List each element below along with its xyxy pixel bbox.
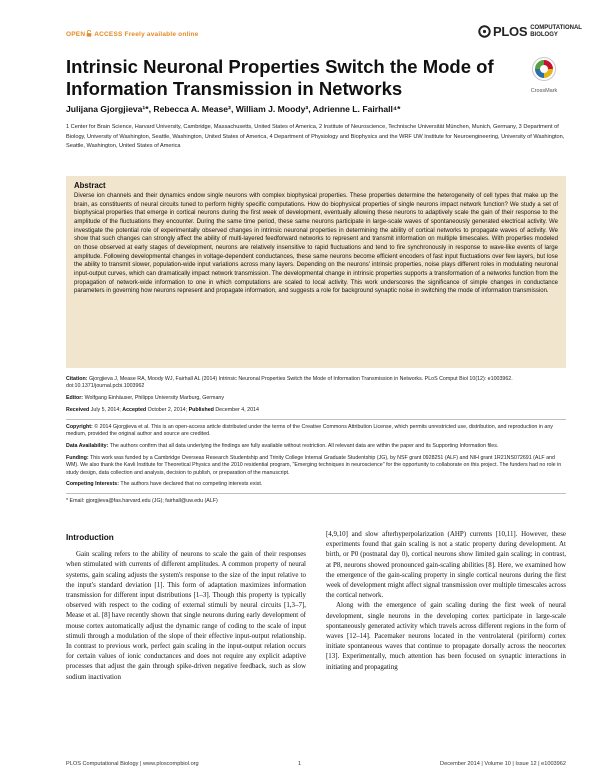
abstract-box (66, 176, 566, 368)
article-title: Intrinsic Neuronal Properties Switch the Mode of Information Transmission in Networks (66, 56, 494, 99)
open-access-banner: OPEN ACCESS Freely available online (66, 31, 199, 38)
article-metadata (66, 376, 566, 510)
journal-header (0, 24, 600, 46)
plos-wordmark: PLOS (493, 24, 528, 39)
body-paragraph: Along with the emergence of gain scaling during the first week of neural development, single neurons in the developing cortex participate in large-scale spontaneously generated activity which travels across different regions in the form of waves [12–14]. Pacemaker neurons located in the ventrolateral (piriform) cortex initiate spontaneous waves that continue to propagate dorsally across the neocortex [13]. Experimentally, much attention has been focused on synaptic interactions in initiating and propagating (326, 601, 566, 671)
introduction-heading: Introduction (66, 533, 114, 542)
footer-issue: December 2014 | Volume 10 | Issue 12 | e1003962 (440, 761, 566, 767)
abstract-heading: Abstract (74, 181, 106, 190)
crossmark-label: CrossMark (530, 88, 558, 94)
meta-divider (66, 419, 566, 420)
body-paragraph: Gain scaling refers to the ability of neurons to scale the gain of their responses when stimulated with currents of different amplitudes. A common property of neural systems, gain scaling adjusts the system's response to the size of the input relative to the input's standard deviation [1]. This form of adaptation maximizes information transmission for different input distributions [1–3]. Though this property is typically observed with respect to the coding of external stimuli by neural circuits [1,3–7], Mease et al. [8] have recently shown that single neurons during early development of mouse cortex automatically adjust the dynamic range of coding to the scale of input stimuli through a modulation of the slope of their effective input-output relationship. In contrast to previous work, perfect gain scaling in the input-output relation occurs for certain values of ionic conductances and does not require any explicit adaptive processes that adjust the gain through spike-driven negative feedback, such as slow sodium inactivation (66, 550, 306, 681)
body-column-left (66, 533, 306, 682)
open-access-lock-icon (86, 30, 92, 37)
crossmark-badge[interactable] (524, 56, 564, 94)
meta-divider (66, 493, 566, 494)
copyright: Copyright: © 2014 Gjorgjieva et al. This is an open-access article distributed under the terms of the Creative Commons Attribution License, which permits unrestricted use, distribution, and reproduction in any medium, provided the original author and source are credited. (66, 423, 553, 438)
data-availability: Data Availability: The authors confirm that all data underlying the findings are fully available without restriction. All relevant data are within the paper and its Supporting Information files. (66, 443, 499, 449)
body-paragraph: [4,9,10] and slow afterhyperpolarization (AHP) currents [10,11]. However, these experiments found that gain scaling is not a static property during development. At birth, or P0 (postnatal day 0), cortical neurons show limited gain scaling; in contrast, at P8, neurons showed pronounced gain-scaling abilities [8]. Here, we examined how the emergence of the gain-scaling property in single cortical neurons during the first week of development might affect signal transmission over multiple timescales across the cortical network. (326, 530, 566, 600)
editor: Editor: Wolfgang Einhäuser, Philipps University Marburg, Germany (66, 395, 225, 402)
funding: Funding: This work was funded by a Cambridge Overseas Research Studentship and Trinity College Internal Graduate Studentship (JG), by NSF grant 0928251 (ALF) and NIH grant 1R21NS072691 (ALF and WM). We also thank the Kavli Institute for Theoretical Physics and the 2010 residential program, "Emerging techniques in neuroscience" for the opportunity to collaborate on this project. The funders had no role in study design, data collection and analysis, decision to publish, or preparation of the manuscript. (66, 454, 562, 476)
citation: Citation: Gjorgjieva J, Mease RA, Moody WJ, Fairhall AL (2014) Intrinsic Neuronal Properties Switch the Mode of Information Transmission in Networks. PLoS Comput Biol 10(12): e1003962. doi:10.1371/journal.pcbi.1003962 (66, 376, 513, 390)
body-column-right (326, 529, 566, 672)
page-number: 1 (298, 761, 302, 767)
abstract-text: Diverse ion channels and their dynamics endow single neurons with complex biophysical properties. These properties determine the heterogeneity of cell types that make up the brain, as constituents of neural circuits tuned to perform highly specific computations. How do biophysical properties of single neurons impact network function? We study a set of biophysical properties that emerge in cortical neurons during the first week of development, eventually allowing these neurons to adaptively scale the gain of their response to the amplitude of the fluctuations they encounter. During the same time period, these same neurons participate in large-scale waves of spontaneously generated electrical activity. We investigate the potential role of experimentally observed changes in intrinsic neuronal properties in determining the ability of cortical networks to propagate waves of activity. We show that such changes can strongly affect the ability of multi-layered feedforward networks to represent and transmit information on multiple timescales. With properties modeled on those observed at early stages of development, neurons are relatively insensitive to rapid fluctuations and tend to fire synchronously in response to wave-like events of large amplitude. Following developmental changes in voltage-dependent conductances, these same neurons become efficient encoders of fast input fluctuations over few layers, but lose the ability to transmit slower, population-wide input variations across many layers. Depending on the neurons' intrinsic properties, noise plays different roles in modulating neuronal input-output curves, which can dramatically impact network transmission. The developmental change in intrinsic properties supports a transformation of a networks function from the propagation of network-wide information to one in which computations are scaled to local activity. This work underscores the significance of simple changes in conductance parameters in governing how neurons represent and propagate information, and suggests a role for background synaptic noise in switching the mode of information transmission. (74, 193, 558, 295)
dates: Received July 5, 2014; Accepted October 2, 2014; Published December 4, 2014 (66, 407, 259, 413)
footer-journal: PLOS Computational Biology | www.ploscompbiol.org (66, 761, 199, 767)
plos-mark-icon (478, 25, 491, 38)
competing-interests: Competing Interests: The authors have declared that no competing interests exist. (66, 481, 263, 488)
plos-logo (478, 24, 582, 39)
author-list: Julijana Gjorgjieva¹*, Rebecca A. Mease², William J. Moody³, Adrienne L. Fairhall⁴* (66, 104, 401, 114)
introduction-section (66, 530, 566, 751)
affiliations: 1 Center for Brain Science, Harvard University, Cambridge, Massachusetts, United States of America, 2 Institute of Neuroscience, Technische Universität München, Munich, Germany, 3 Department of Biology, University of Washington, Seattle, Washington, United States of America, 4 Department of Physiology and Biophysics and the WRF UW Institute for Neuroengineering, University of Washington, Seattle, Washington, United States of America (66, 124, 565, 149)
journal-name: COMPUTATIONAL BIOLOGY (530, 25, 582, 38)
email-link[interactable]: * Email: gjorgjieva@fas.harvard.edu (JG); fairhall@uw.edu (ALF) (66, 498, 218, 505)
crossmark-icon (531, 56, 557, 82)
